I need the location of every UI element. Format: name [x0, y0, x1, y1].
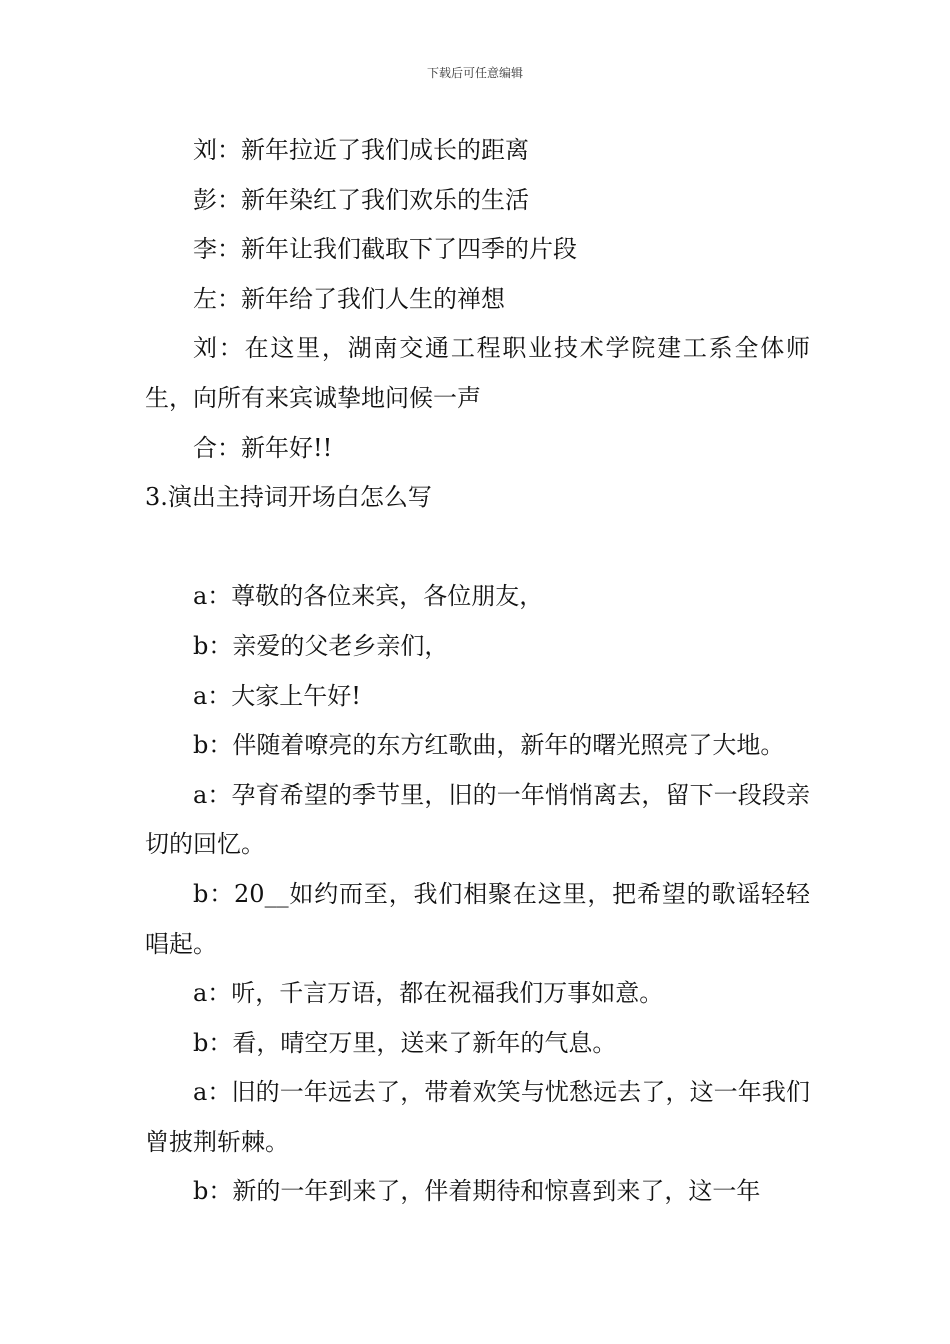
paragraph: 彭：新年染红了我们欢乐的生活	[193, 185, 529, 214]
blank-line	[145, 523, 810, 573]
page-header: 下载后可任意编辑	[426, 66, 523, 80]
paragraph: b：亲爱的父老乡亲们，	[193, 631, 449, 660]
paragraph: 刘：新年拉近了我们成长的距离	[193, 136, 529, 164]
paragraph: a：旧的一年远去了，带着欢笑与忧愁远去了，这一年我们曾披荆斩棘。	[145, 1078, 810, 1156]
paragraph: b：伴随着嘹亮的东方红歌曲，新年的曙光照亮了大地。	[193, 731, 785, 760]
section-heading: 3.演出主持词开场白怎么写	[145, 483, 432, 512]
paragraph: b：新的一年到来了，伴着期待和惊喜到来了，这一年	[193, 1177, 761, 1206]
paragraph: 刘：在这里，湖南交通工程职业技术学院建工系全体师生，向所有来宾诚挚地问候一声	[145, 334, 810, 412]
paragraph: 合：新年好!!	[193, 433, 333, 462]
document-body	[145, 126, 810, 1217]
paragraph: a：尊敬的各位来宾，各位朋友，	[193, 582, 544, 611]
paragraph: a：听，千言万语，都在祝福我们万事如意。	[193, 979, 664, 1008]
paragraph: 左：新年给了我们人生的禅想	[193, 284, 505, 313]
paragraph: 李：新年让我们截取下了四季的片段	[193, 235, 577, 264]
paragraph: b：20__如约而至，我们相聚在这里，把希望的歌谣轻轻唱起。	[145, 879, 810, 958]
paragraph: a：孕育希望的季节里，旧的一年悄悄离去，留下一段段亲切的回忆。	[145, 780, 810, 859]
paragraph: a：大家上午好!	[193, 681, 361, 710]
paragraph: b：看，晴空万里，送来了新年的气息。	[193, 1028, 617, 1057]
